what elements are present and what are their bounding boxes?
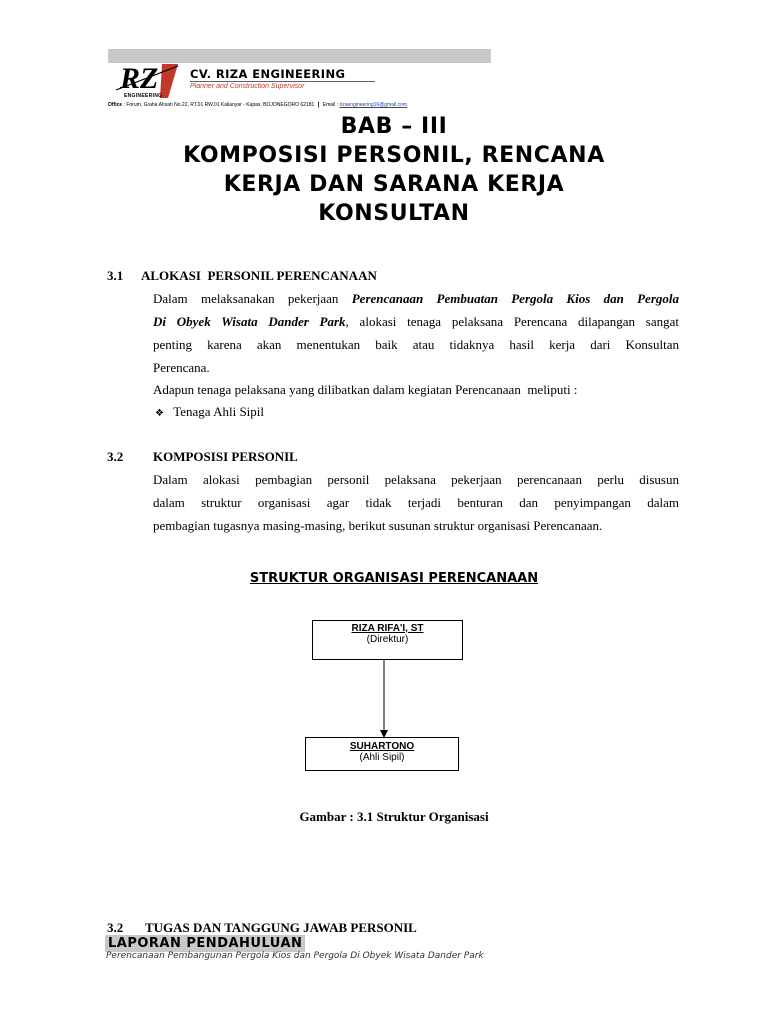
chapter-title-line: KOMPOSISI PERSONIL, RENCANA	[183, 143, 605, 168]
director-box	[312, 620, 463, 660]
paragraph-line	[153, 310, 679, 333]
section-number: 3.2	[107, 449, 124, 464]
paragraph-line: Adapun tenaga pelaksana yang dilibatkan dalam kegiatan Perencanaan meliputi :	[153, 382, 578, 397]
bullet-item	[155, 400, 264, 425]
company-underline	[190, 81, 375, 82]
chapter-title-line: KONSULTAN	[318, 201, 470, 226]
paragraph-line: Perencana.	[153, 360, 210, 375]
email-link[interactable]: rizaengineering16@gmail.com	[339, 102, 408, 108]
text: , alokasi tenaga pelaksana Perencana dilapangan sangat	[345, 314, 680, 329]
section-heading: TUGAS DAN TANGGUNG JAWAB PERSONIL	[145, 920, 417, 935]
bullet-text: Tenaga Ahli Sipil	[173, 404, 265, 419]
company-name: CV. RIZA ENGINEERING	[190, 67, 346, 81]
figure-caption: Gambar : 3.1 Struktur Organisasi	[299, 809, 489, 824]
chapter-title	[100, 112, 688, 228]
footer-title: LAPORAN PENDAHULUAN	[105, 935, 305, 952]
logo-caption: ENGINEERING	[124, 93, 163, 99]
office-address	[108, 102, 407, 108]
logo-text: RZ	[120, 62, 159, 95]
staff-role: (Ahli Sipil)	[359, 752, 405, 763]
email-label: Email :	[322, 102, 339, 108]
office-label: Office	[108, 102, 123, 108]
staff-name: SUHARTONO	[349, 741, 415, 752]
section-heading: KOMPOSISI PERSONIL	[153, 449, 298, 464]
director-name: RIZA RIFA'I, ST	[351, 623, 424, 634]
chapter-title-line: KERJA DAN SARANA KERJA	[223, 172, 565, 197]
paragraph-line	[153, 287, 679, 310]
paragraph-line: Dalam alokasi pembagian personil pelaksana pekerjaan perencanaan perlu disusun	[153, 472, 679, 487]
section-number: 3.2	[107, 920, 124, 935]
text: Dalam melaksanakan pekerjaan	[153, 291, 352, 306]
staff-box	[305, 737, 459, 771]
company-tagline: Planner and Construction Supervisor	[190, 83, 305, 90]
project-name: Di Obyek Wisata Dander Park	[153, 314, 346, 329]
project-name: Perencanaan Pembuatan Pergola Kios dan Pergola	[351, 291, 679, 306]
diamond-bullet-icon: ❖	[155, 408, 164, 419]
section-number: 3.1	[107, 268, 124, 283]
paragraph-line: dalam struktur organisasi agar tidak terjadi benturan dan penyimpangan dalam	[153, 495, 679, 510]
section-heading: ALOKASI PERSONIL PERENCANAAN	[141, 268, 377, 283]
paragraph-line: pembagian tugasnya masing-masing, berikut susunan struktur organisasi Perencanaan.	[153, 518, 603, 533]
paragraph-line: penting karena akan menentukan baik atau tidaknya hasil kerja dari Konsultan	[153, 337, 679, 352]
org-chart-title: STRUKTUR ORGANISASI PERENCANAAN	[249, 571, 539, 586]
separator: |	[317, 102, 320, 108]
director-role: (Direktur)	[366, 634, 409, 645]
chapter-number: BAB – III	[340, 114, 448, 139]
org-connector-arrow	[376, 659, 392, 739]
footer-subtitle: Perencanaan Pembangunan Pergola Kios dan Pergola Di Obyek Wisata Dander Park	[106, 951, 484, 961]
office-address-text: : Forum, Graha Ahsah No.22, RT.01 RW.01 Kalianyar - Kapas, BOJONEGORO 62181	[123, 102, 315, 108]
